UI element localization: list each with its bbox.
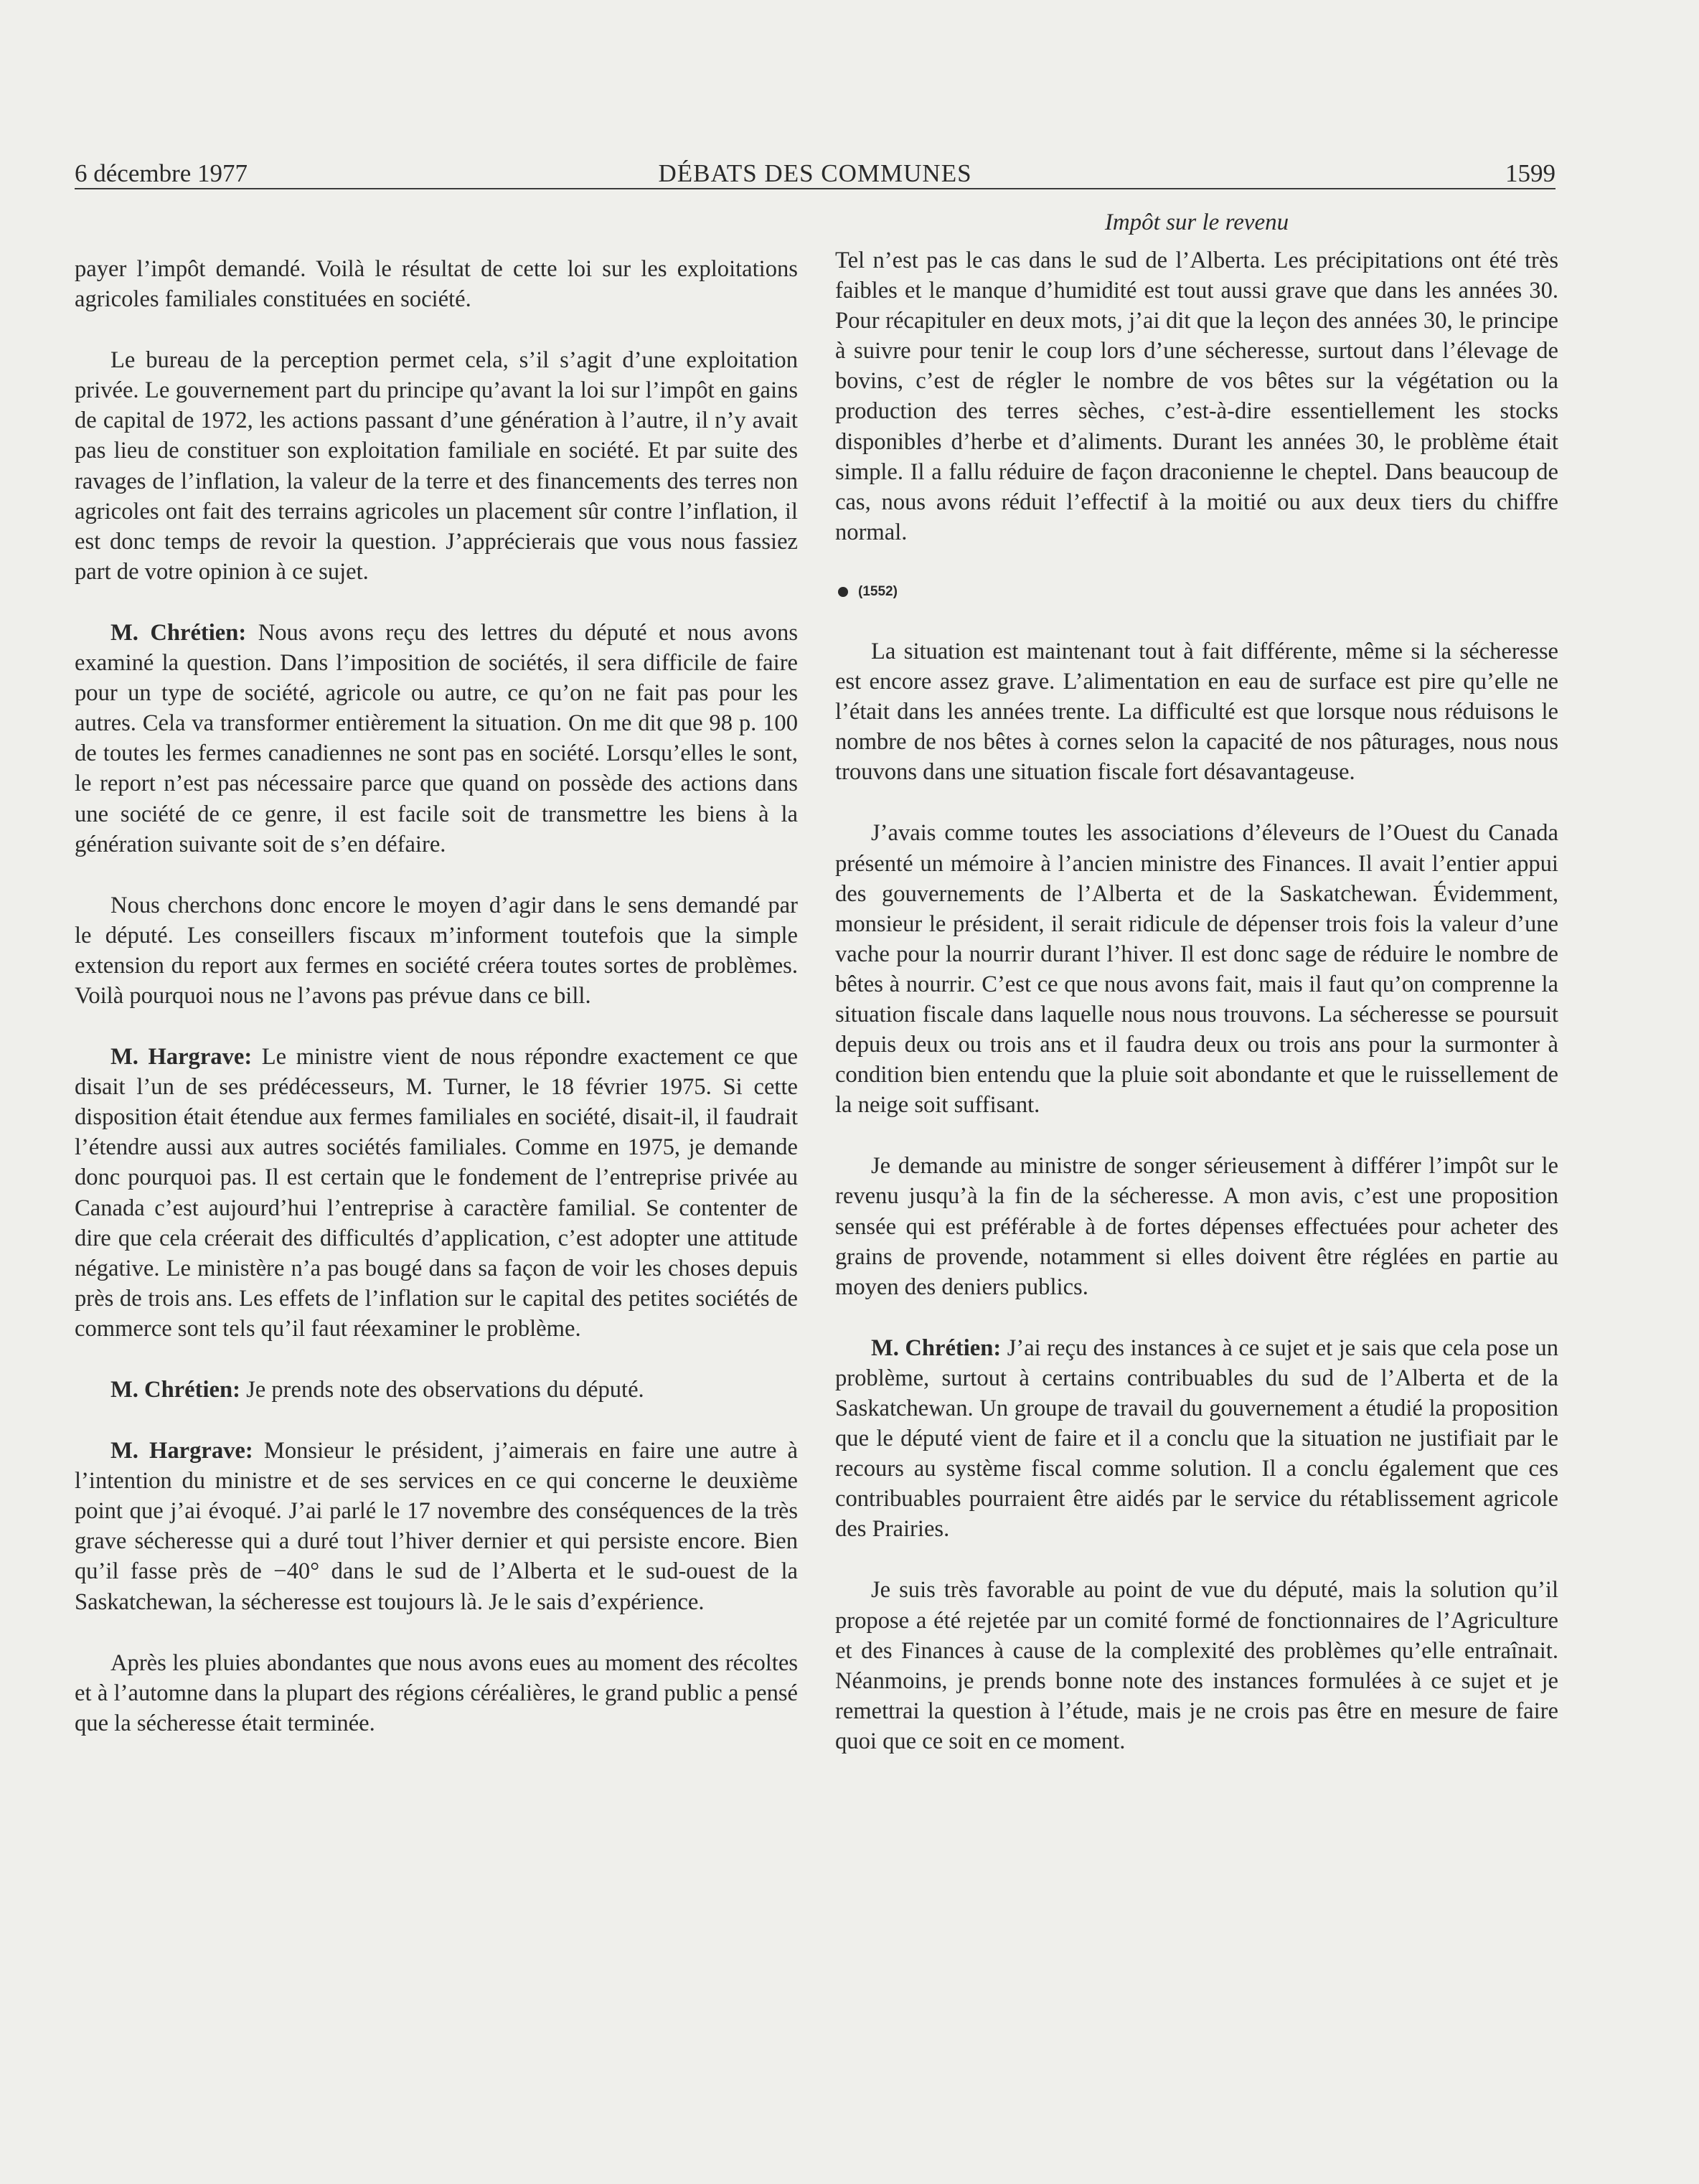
left-column (75, 254, 798, 1738)
speaker-name: M. Hargrave: (110, 1438, 253, 1464)
paragraph (835, 818, 1558, 1120)
time-marker (838, 578, 1558, 606)
paragraph (75, 1436, 798, 1617)
speaker-name: M. Chrétien: (110, 1377, 240, 1403)
paragraph (75, 618, 798, 860)
paragraph (75, 254, 798, 314)
paragraph-text: payer l’impôt demandé. Voilà le résultat de cette loi sur les exploitations agricoles familiales constituées en société. (75, 256, 798, 313)
right-column (835, 245, 1558, 1756)
header-page-number: 1599 (1505, 159, 1556, 187)
running-header (75, 156, 1556, 191)
paragraph (835, 1333, 1558, 1545)
paragraph (75, 345, 798, 587)
paragraph-text: Je prends note des observations du député. (246, 1377, 644, 1403)
paragraph (75, 1648, 798, 1738)
paragraph-text: La situation est maintenant tout à fait différente, même si la sécheresse est encore assez grave. L’alimentation en eau de surface est pire qu’elle ne l’était dans les années trente. La difficulté est que lorsque nous réduisons le nombre de nos bêtes à cornes selon la capacité de nos pâturages, nous nous trouvons dans une situation fiscale fort désavantageuse. (835, 638, 1558, 786)
header-rule (75, 188, 1556, 189)
paragraph-text: Nous cherchons donc encore le moyen d’agir dans le sens demandé par le député. Les conseillers fiscaux m’informent toutefois que la simple extension du report aux fermes en société créera toutes sortes de problèmes. Voilà pourquoi nous ne l’avons pas prévue dans ce bill. (75, 892, 798, 1009)
paragraph-text: Tel n’est pas le cas dans le sud de l’Alberta. Les précipitations ont été très faibles et le manque d’humidité est tout aussi grave que dans les années 30. Pour récapituler en deux mots, j’ai dit que la leçon des années 30, le principe à suivre pour tenir le coup lors d’une sécheresse, surtout dans l’élevage de bovins, c’est de régler le nombre de vos bêtes sur la végétation ou la production des terres sèches, c’est-à-dire essentiellement les stocks disponibles d’herbe et d’aliments. Durant les années 30, le problème était simple. Il a fallu réduire de façon draconienne le cheptel. Dans beaucoup de cas, nous avons réduit l’effectif à la moitié ou aux deux tiers du chiffre normal. (835, 248, 1558, 545)
paragraph (835, 636, 1558, 787)
speaker-name: M. Chrétien: (110, 619, 247, 646)
section-title: Impôt sur le revenu (1104, 210, 1289, 235)
paragraph-text: J’ai reçu des instances à ce sujet et je sais que cela pose un problème, surtout à certains contribuables du sud de l’Alberta et de la Saskatchewan. Un groupe de travail du gouvernement a étudié la proposition que le député vient de faire et il a conclu que la situation ne justifiait par le recours au système fiscal comme solution. Il a conclu également que ces contribuables pourraient être aidés par le service du rétablissement agricole des Prairies. (835, 1335, 1558, 1543)
paragraph (75, 1042, 798, 1344)
header-journal-title: DÉBATS DES COMMUNES (658, 159, 972, 187)
paragraph (75, 890, 798, 1011)
paragraph-text: Après les pluies abondantes que nous avons eues au moment des récoltes et à l’automne dans la plupart des régions céréalières, le grand public a pensé que la sécheresse était terminée. (75, 1649, 798, 1736)
paragraph (835, 1151, 1558, 1302)
paragraph-text: J’avais comme toutes les associations d’éleveurs de l’Ouest du Canada présenté un mémoire à l’ancien ministre des Finances. Il avait l’entier appui des gouvernements de l’Alberta et de la Saskatchewan. Évidemment, monsieur le président, il serait ridicule de dépenser trois fois la valeur d’une vache pour la nourrir durant l’hiver. Il est donc sage de réduire le nombre de bêtes à nourrir. C’est ce que nous avons fait, mais il faut qu’on comprenne la situation fiscale dans laquelle nous nous trouvons. La sécheresse se poursuit depuis deux ou trois ans et il faudra deux ou trois ans pour la surmonter à condition bien entendu que la pluie soit abondante et que le ruissellement de la neige soit suffisant. (835, 820, 1558, 1119)
paragraph (835, 245, 1558, 547)
paragraph-text: Le ministre vient de nous répondre exactement ce que disait l’un de ses prédécesseurs, M. Turner, le 18 février 1975. Si cette disposition était étendue aux fermes familiales en société, disait-il, il faudrait l’étendre aussi aux autres sociétés familiales. Comme en 1975, je demande donc pourquoi pas. Il est certain que le fondement de l’entreprise privée au Canada c’est aujourd’hui l’entreprise à caractère familial. Se contenter de dire que cela créerait des difficultés d’application, c’est adopter une attitude négative. Le ministère n’a pas bougé dans sa façon de voir les choses depuis près de trois ans. Les effets de l’inflation sur le capital des petites sociétés de commerce sont tels qu’il faut réexaminer le problème. (75, 1044, 798, 1342)
paragraph (75, 1375, 798, 1405)
paragraph-text: Monsieur le président, j’aimerais en faire une autre à l’intention du ministre et de ses services en ce qui concerne le deuxième point que j’ai évoqué. J’ai parlé le 17 novembre des conséquences de la très grave sécheresse qui a duré tout l’hiver dernier et qui persiste encore. Bien qu’il fasse près de −40° dans le sud de l’Alberta et le sud-ouest de la Saskatchewan, la sécheresse est toujours là. Je le sais d’expérience. (75, 1438, 798, 1615)
speaker-name: M. Chrétien: (871, 1335, 1002, 1361)
header-date: 6 décembre 1977 (75, 159, 248, 187)
paragraph (835, 1575, 1558, 1756)
paragraph-text: Nous avons reçu des lettres du député et nous avons examiné la question. Dans l’imposition de sociétés, il sera difficile de faire pour un type de société, agricole ou autre, ce qu’on ne fait pas pour les autres. Cela va transformer entièrement la situation. On me dit que 98 p. 100 de toutes les fermes canadiennes ne sont pas en société. Lorsqu’elles le sont, le report n’est pas nécessaire parce que quand on possède des actions dans une société de ce genre, il est facile soit de transmettre les biens à la génération suivante soit de s’en défaire. (75, 619, 798, 857)
paragraph-text: Je demande au ministre de songer sérieusement à différer l’impôt sur le revenu jusqu’à la fin de la sécheresse. A mon avis, c’est une proposition sensée qui est préférable à de fortes dépenses effectuées pour acheter des grains de provende, notamment si elles doivent être réglées en partie au moyen des deniers publics. (835, 1153, 1558, 1300)
time-marker-text: (1552) (858, 583, 898, 599)
speaker-name: M. Hargrave: (110, 1044, 253, 1070)
paragraph-text: Le bureau de la perception permet cela, s’il s’agit d’une exploitation privée. Le gouvernement part du principe qu’avant la loi sur l’impôt en gains de capital de 1972, les actions passant d’une génération à l’autre, il n’y avait pas lieu de constituer son exploitation familiale en société. Et par suite des ravages de l’inflation, la valeur de la terre et des financements des terres non agricoles ont fait des terrains agricoles un placement sûr contre l’inflation, il est donc temps de revoir la question. J’apprécierais que vous nous fassiez part de votre opinion à ce sujet. (75, 347, 798, 585)
paragraph-text: Je suis très favorable au point de vue du député, mais la solution qu’il propose a été rejetée par un comité formé de fonctionnaires de l’Agriculture et des Finances à cause de la complexité des problèmes qu’elle entraînait. Néanmoins, je prends bonne note des instances formulées à ce sujet et je remettrai la question à l’étude, mais je ne crois pas être en mesure de faire quoi que ce soit en ce moment. (835, 1577, 1558, 1754)
bullet-dot-icon (838, 587, 848, 597)
